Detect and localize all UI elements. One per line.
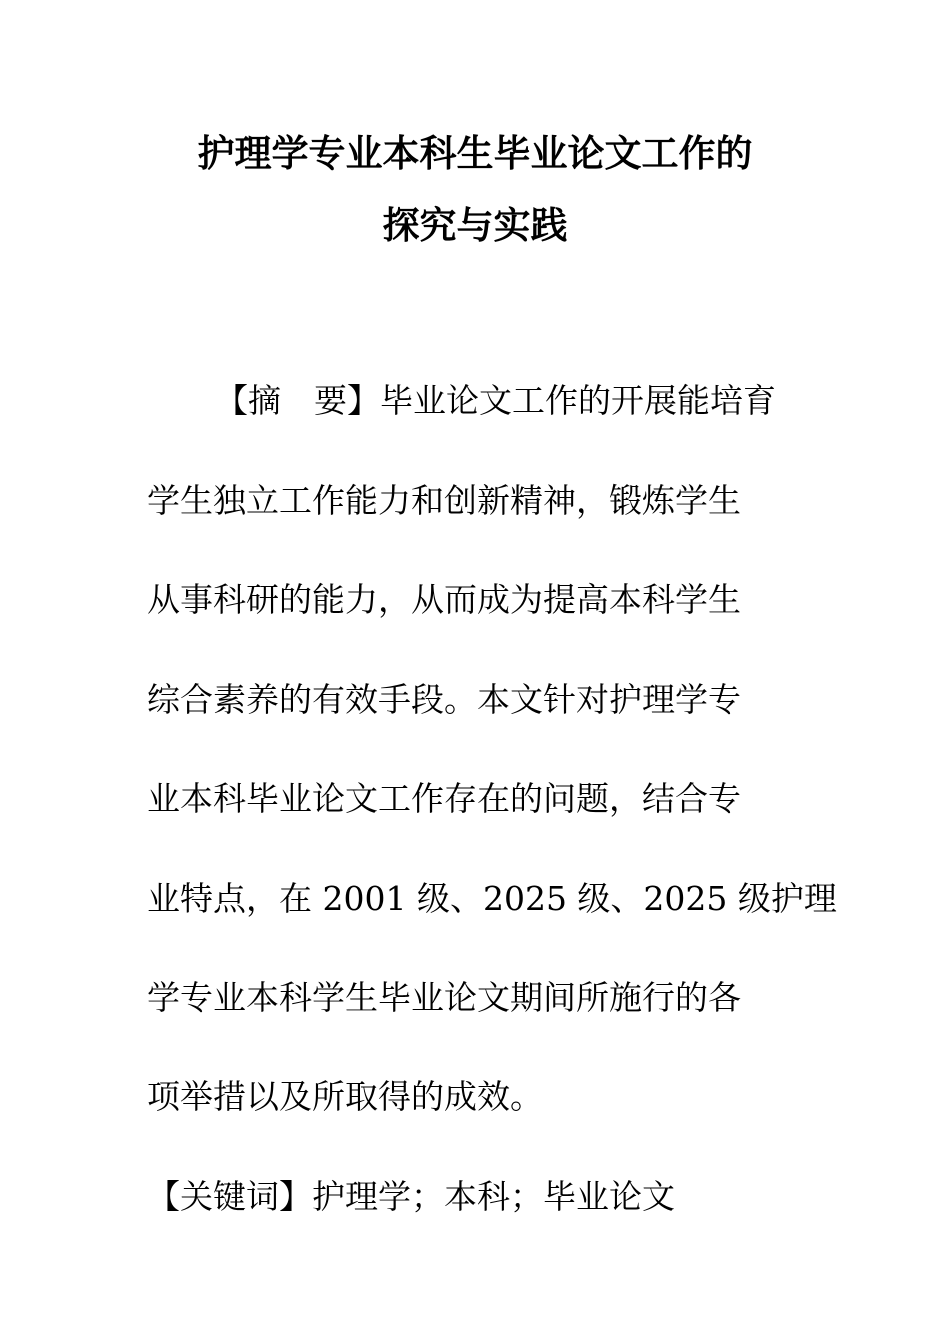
title-line-2: 探究与实践 <box>382 204 568 247</box>
abstract-line-3: 从事科研的能力，从而成为提高本科学生 <box>147 580 741 619</box>
abstract-line-4: 综合素养的有效手段。本文针对护理学专 <box>147 680 741 719</box>
abstract-line-8: 项举措以及所取得的成效。 <box>147 1077 543 1116</box>
abstract-line-2: 学生独立工作能力和创新精神，锻炼学生 <box>147 481 741 520</box>
keywords-line: 【关键词】护理学；本科；毕业论文 <box>147 1177 675 1216</box>
abstract-line-7: 学专业本科学生毕业论文期间所施行的各 <box>147 978 741 1017</box>
abstract-line-6: 业特点，在 2001 级、2025 级、2025 级护理 <box>147 879 837 918</box>
abstract-line-1: 【摘 要】毕业论文工作的开展能培育 <box>215 381 776 420</box>
title-line-1: 护理学专业本科生毕业论文工作的 <box>197 132 753 175</box>
abstract-line-5: 业本科毕业论文工作存在的问题，结合专 <box>147 779 741 818</box>
